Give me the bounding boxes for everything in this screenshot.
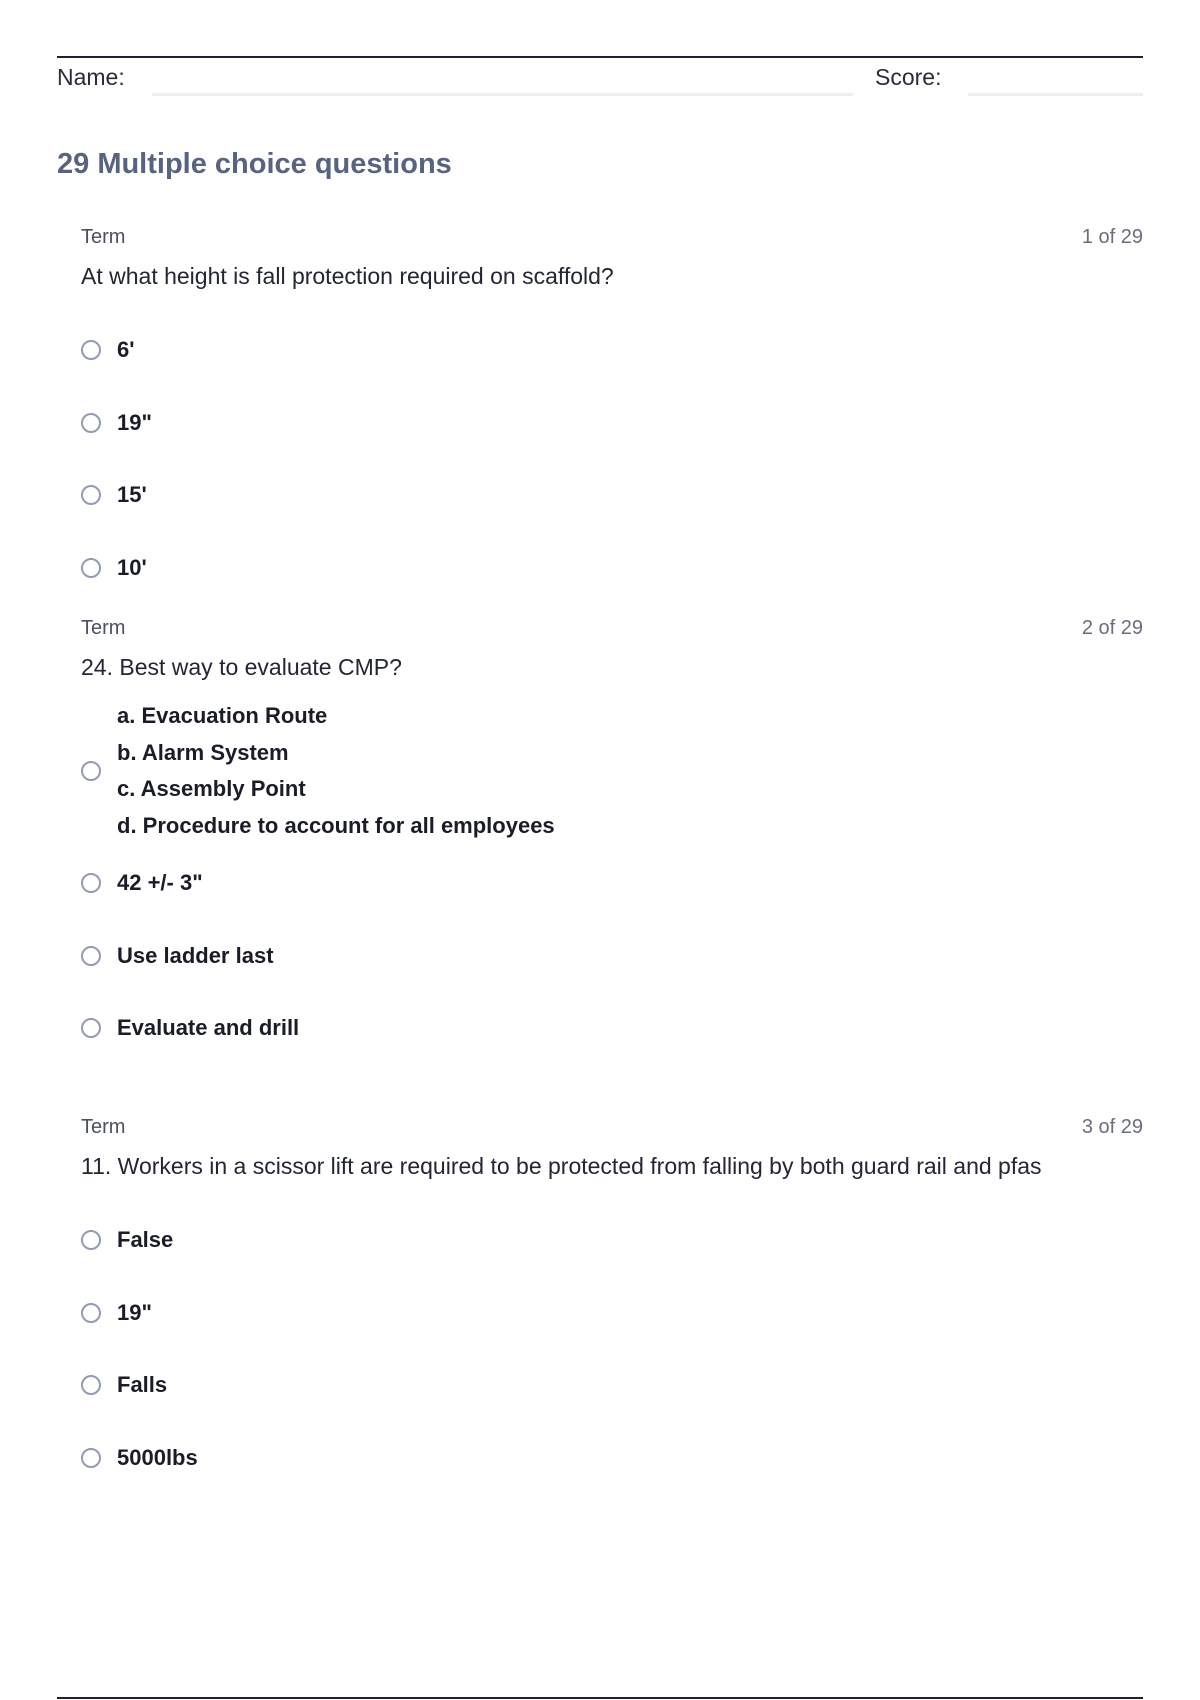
question-counter: 3 of 29 — [1081, 1116, 1143, 1138]
radio-button[interactable] — [81, 1448, 101, 1468]
option-label: 19" — [117, 1299, 152, 1325]
radio-button[interactable] — [81, 485, 101, 505]
radio-button[interactable] — [81, 1230, 101, 1250]
answer-option[interactable] — [81, 705, 1143, 837]
option-label: Falls — [117, 1372, 168, 1398]
answer-options — [81, 705, 1143, 1065]
option-label: 42 +/- 3" — [117, 870, 203, 896]
score-label: Score: — [875, 64, 942, 90]
question-counter: 2 of 29 — [1081, 617, 1143, 639]
answer-option[interactable] — [81, 847, 1143, 920]
term-label: Term — [81, 1116, 126, 1138]
option-label: 6' — [117, 337, 135, 363]
answer-option[interactable] — [81, 1277, 1143, 1350]
radio-button[interactable] — [81, 340, 101, 360]
answer-option[interactable] — [81, 1204, 1143, 1277]
question-counter: 1 of 29 — [1081, 226, 1143, 248]
option-label: 15' — [117, 482, 147, 508]
radio-button[interactable] — [81, 946, 101, 966]
radio-button[interactable] — [81, 873, 101, 893]
question-text: 24. Best way to evaluate CMP? — [81, 654, 402, 680]
option-line: d. Procedure to account for all employees — [117, 812, 555, 838]
radio-button[interactable] — [81, 1303, 101, 1323]
radio-button[interactable] — [81, 413, 101, 433]
bottom-rule — [57, 1697, 1143, 1699]
answer-option[interactable] — [81, 387, 1143, 460]
worksheet-header — [57, 62, 1143, 98]
top-rule — [57, 56, 1143, 58]
name-field[interactable] — [152, 93, 853, 96]
option-label: 19" — [117, 409, 152, 435]
radio-button[interactable] — [81, 761, 101, 781]
term-label: Term — [81, 226, 126, 248]
answer-option[interactable] — [81, 920, 1143, 993]
section-title: 29 Multiple choice questions — [57, 148, 452, 180]
radio-button[interactable] — [81, 1375, 101, 1395]
name-label: Name: — [57, 64, 125, 90]
question-text: At what height is fall protection required on scaffold? — [81, 263, 614, 289]
answer-option[interactable] — [81, 1422, 1143, 1495]
score-field[interactable] — [968, 93, 1143, 96]
option-line: b. Alarm System — [117, 739, 289, 765]
term-label: Term — [81, 617, 126, 639]
option-label: Use ladder last — [117, 942, 274, 968]
radio-button[interactable] — [81, 558, 101, 578]
answer-options — [81, 1204, 1143, 1494]
option-line: a. Evacuation Route — [117, 703, 328, 728]
answer-option[interactable] — [81, 992, 1143, 1065]
answer-options — [81, 314, 1143, 604]
radio-button[interactable] — [81, 1018, 101, 1038]
option-line: c. Assembly Point — [117, 776, 306, 801]
option-label: 10' — [117, 554, 147, 580]
question-text: 11. Workers in a scissor lift are required to be protected from falling by both guard rail and pfas — [81, 1153, 1042, 1179]
option-label: 5000lbs — [117, 1444, 198, 1470]
option-label: False — [117, 1227, 174, 1253]
answer-option[interactable] — [81, 532, 1143, 605]
answer-option[interactable] — [81, 459, 1143, 532]
option-label — [117, 698, 555, 844]
answer-option[interactable] — [81, 314, 1143, 387]
option-label: Evaluate and drill — [117, 1015, 300, 1041]
answer-option[interactable] — [81, 1349, 1143, 1422]
